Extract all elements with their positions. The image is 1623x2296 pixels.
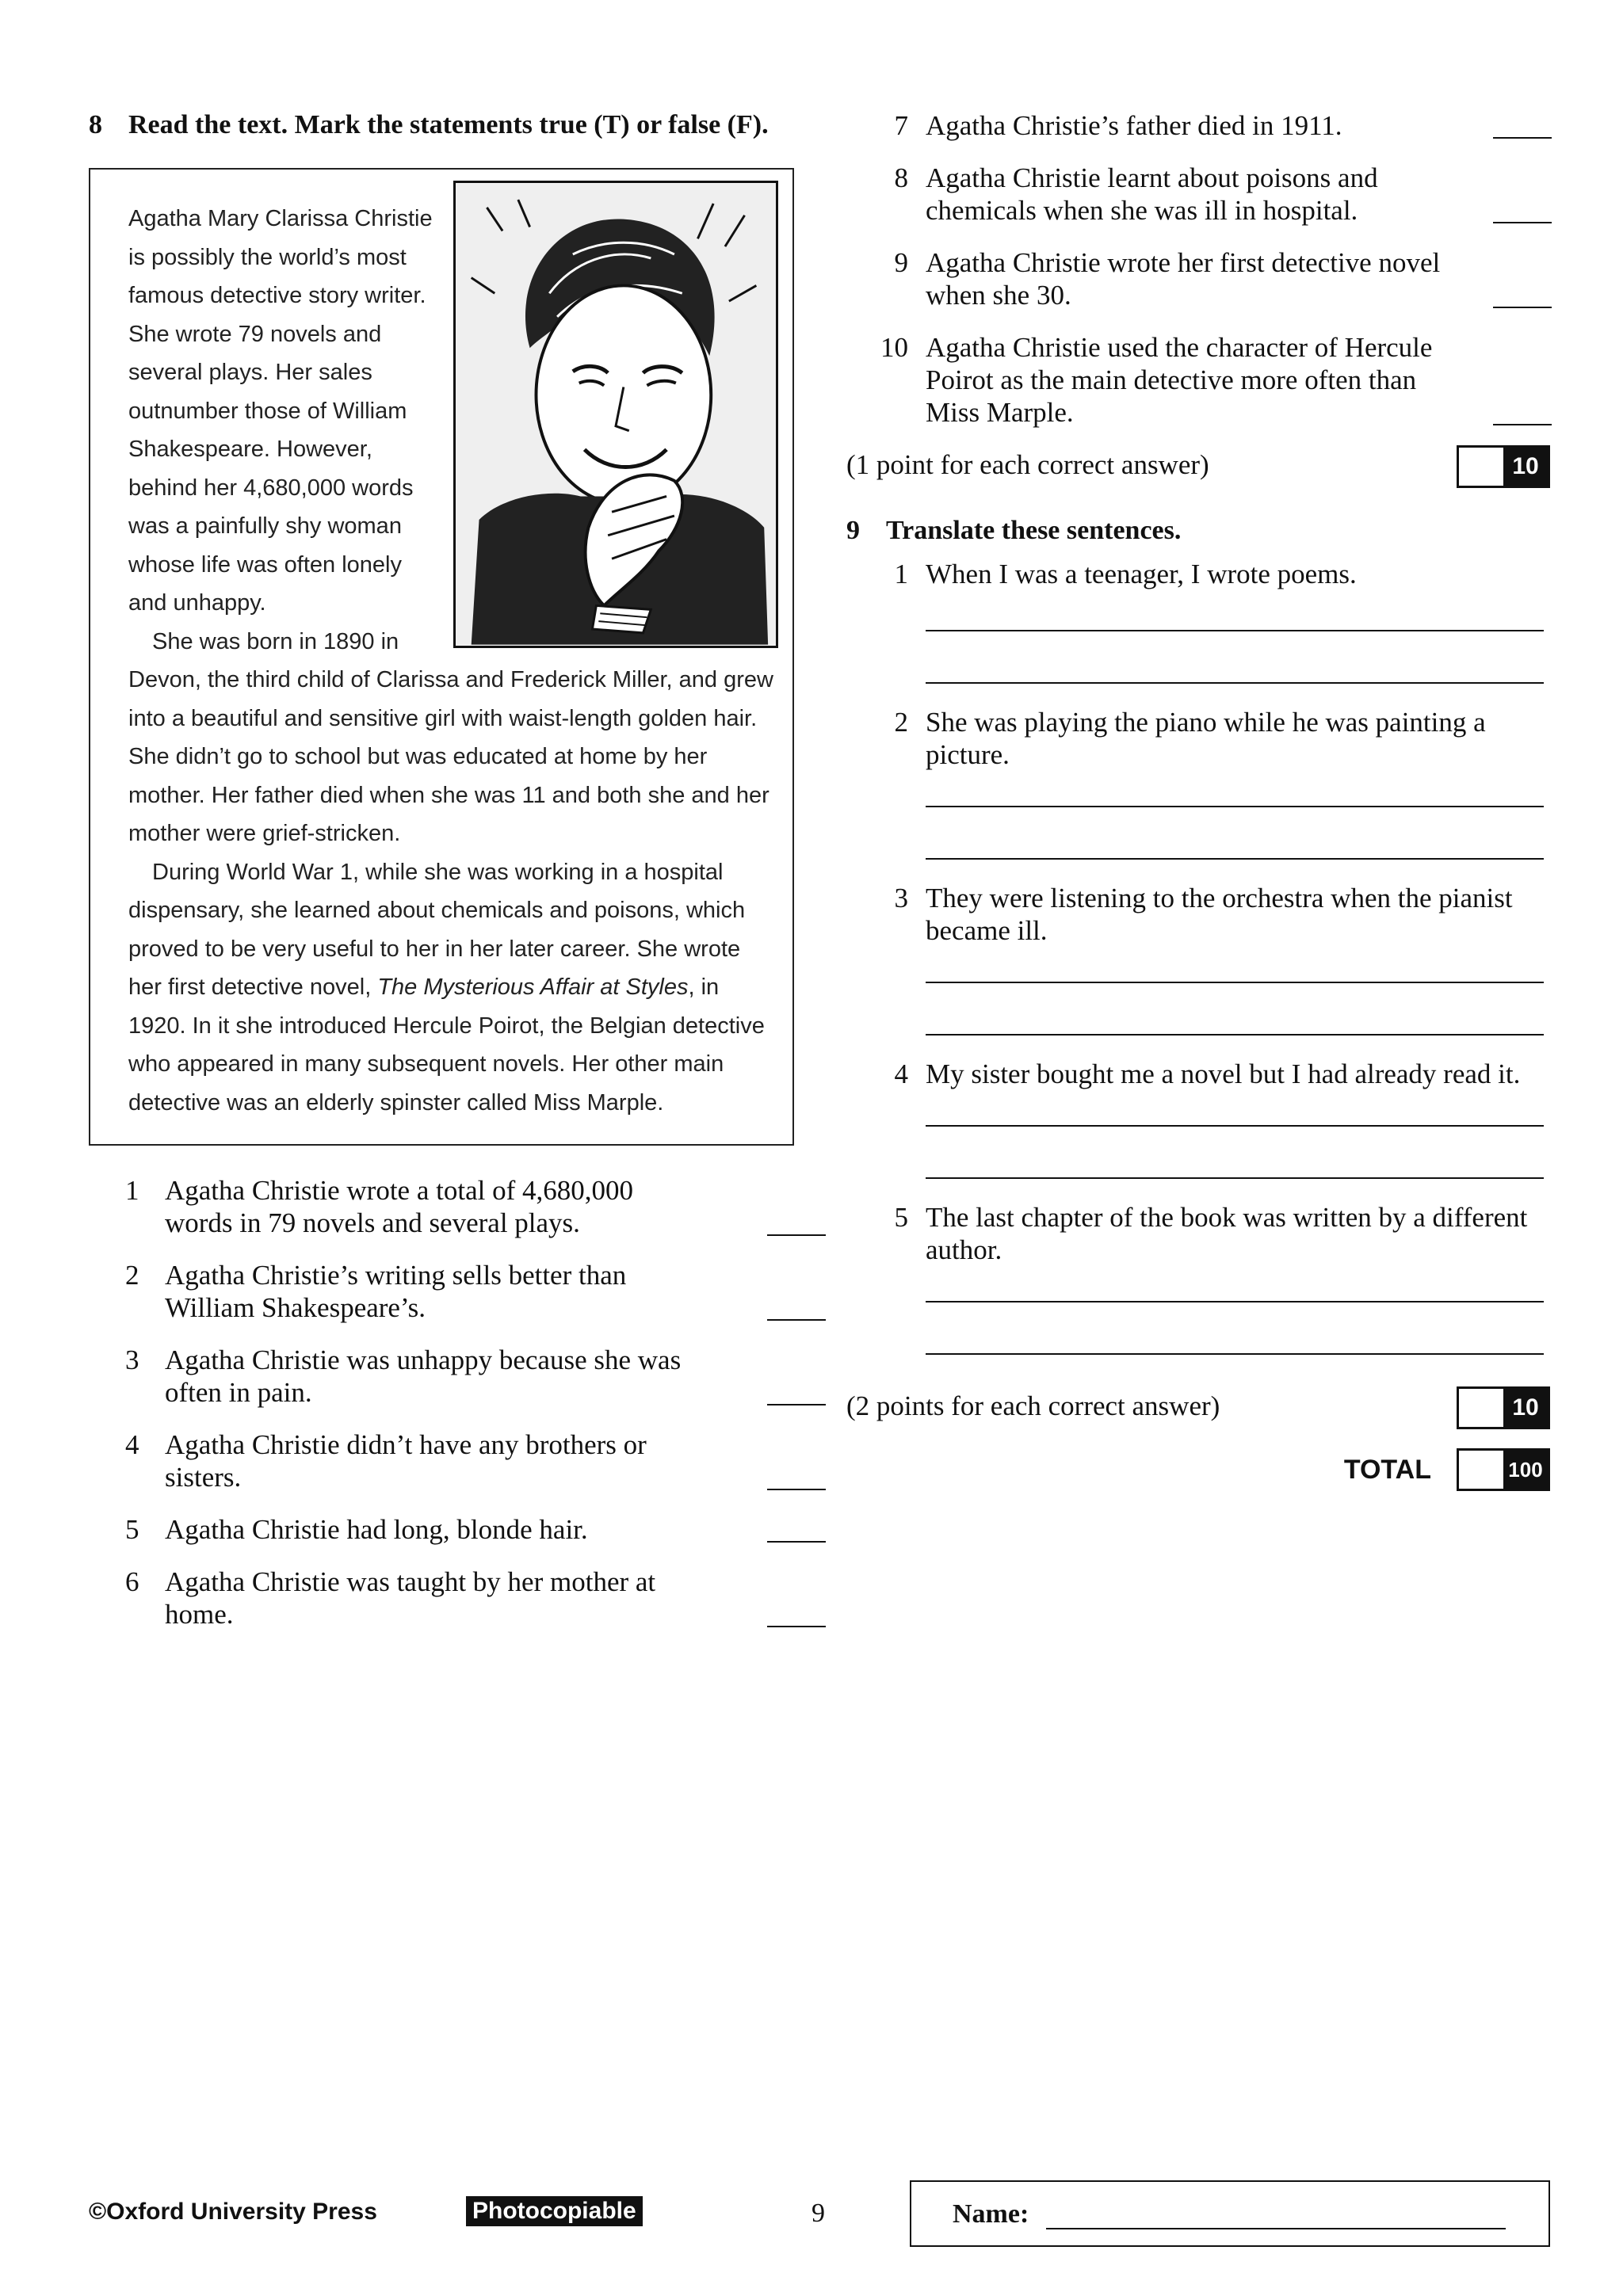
agatha-christie-portrait (453, 181, 778, 648)
total-max: 100 (1503, 1451, 1548, 1489)
statement-number: 7 (894, 110, 908, 141)
writing-line[interactable] (926, 806, 1544, 807)
writing-line[interactable] (926, 1301, 1544, 1302)
answer-blank[interactable] (1493, 307, 1552, 308)
translation-list (846, 558, 1550, 1355)
passage-paragraph-2: She was born in 1890 in Devon, the third child of Clarissa and Frederick Miller, and grew into a beautiful and sensitive girl with waist-length golden hair. She didn’t go to school but was educated at home by her mother. Her father died when she was 11 and both she and her mother were grief-stricken. (128, 628, 773, 846)
answer-blank[interactable] (767, 1234, 826, 1236)
sentence-text: When I was a teenager, I wrote poems. (926, 559, 1357, 589)
translation-item (846, 1058, 1550, 1179)
statement-text: Agatha Christie wrote her first detective novel when she 30. (926, 247, 1441, 311)
writing-line[interactable] (926, 1125, 1544, 1127)
sentence-number: 3 (894, 883, 908, 913)
statement-text: Agatha Christie’s writing sells better than William Shakespeare’s. (165, 1260, 627, 1323)
statement-item (125, 1174, 794, 1239)
copyright: ©Oxford University Press (89, 2199, 377, 2225)
total-entry-cell[interactable] (1459, 1451, 1503, 1489)
passage-paragraph-1: Agatha Mary Clarissa Christie is possibly the world’s most famous detective story writer. She wrote 79 novels and several plays. Her sales outnumber those of William Shakespeare. However, behind her 4,680,000 words was a painfully shy woman whose life was often lonely and unhappy. (128, 206, 433, 616)
statement-number: 10 (880, 332, 908, 363)
score-max: 10 (1503, 448, 1548, 486)
passage-paragraph-3-end: , in 1920. In it she introduced Hercule Poirot, the Belgian detective who appeared in many subsequent novels. Her other main detective was an elderly spinster called Miss Marple. (128, 974, 765, 1116)
statement-item (846, 162, 1550, 227)
exercise-8-score (846, 448, 1550, 491)
sentence-number: 5 (894, 1202, 908, 1233)
statement-text: Agatha Christie didn’t have any brothers or sisters. (165, 1429, 647, 1493)
statement-text: Agatha Christie learnt about poisons and chemicals when she was ill in hospital. (926, 162, 1378, 226)
answer-blank[interactable] (1493, 222, 1552, 223)
score-entry-cell[interactable] (1459, 1389, 1503, 1427)
answer-blank[interactable] (767, 1626, 826, 1627)
sentence-text: The last chapter of the book was written by a different author. (926, 1202, 1528, 1265)
statement-number: 3 (125, 1344, 139, 1375)
statement-number: 9 (894, 247, 908, 278)
score-max: 10 (1503, 1389, 1548, 1427)
portrait-illustration (456, 183, 776, 646)
exercise-instruction: Read the text. Mark the statements true (T) or false (F). (128, 110, 769, 139)
translation-item (846, 882, 1550, 1035)
name-label: Name: (953, 2199, 1029, 2229)
answer-blank[interactable] (767, 1489, 826, 1490)
writing-line[interactable] (926, 1353, 1544, 1355)
statement-item (846, 331, 1550, 429)
statement-item (125, 1428, 794, 1493)
sentence-number: 4 (894, 1058, 908, 1089)
book-title: The Mysterious Affair at Styles (377, 974, 689, 1000)
writing-line[interactable] (926, 1034, 1544, 1035)
statement-text: Agatha Christie’s father died in 1911. (926, 110, 1342, 141)
statement-item (846, 109, 1550, 142)
score-text: (2 points for each correct answer) (846, 1390, 1220, 1421)
statement-list-left (89, 1174, 794, 1630)
sentence-number: 1 (894, 559, 908, 589)
total-label: TOTAL (1343, 1455, 1431, 1485)
writing-line[interactable] (926, 630, 1544, 631)
page-number: 9 (812, 2199, 825, 2228)
photocopiable-badge: Photocopiable (466, 2196, 643, 2226)
passage-paragraph-3 (128, 853, 775, 1123)
sentence-text: They were listening to the orchestra when the pianist became ill. (926, 883, 1513, 946)
statement-list-right (846, 109, 1550, 429)
statement-item (846, 246, 1550, 311)
statement-text: Agatha Christie had long, blonde hair. (165, 1514, 588, 1545)
exercise-9-heading (846, 515, 1550, 547)
score-text: (1 point for each correct answer) (846, 449, 1209, 480)
passage-paragraph-3-start: During World War 1, while she was working in a hospital dispensary, she learned about chemicals and poisons, which proved to be very useful to her in her later career. She wrote her first detective novel, (128, 859, 746, 1000)
statement-number: 5 (125, 1514, 139, 1545)
exercise-number: 8 (89, 110, 102, 139)
total-box (1457, 1448, 1550, 1491)
translation-item (846, 706, 1550, 860)
statement-text: Agatha Christie was taught by her mother at home. (165, 1566, 656, 1630)
exercise-9-score (846, 1390, 1550, 1432)
writing-line[interactable] (926, 982, 1544, 983)
sentence-text: My sister bought me a novel but I had already read it. (926, 1058, 1521, 1089)
exercise-number: 9 (846, 516, 860, 545)
statement-number: 2 (125, 1260, 139, 1291)
statement-text: Agatha Christie wrote a total of 4,680,000 words in 79 novels and several plays. (165, 1175, 633, 1238)
statement-item (125, 1344, 794, 1409)
writing-line[interactable] (926, 682, 1544, 684)
answer-blank[interactable] (767, 1404, 826, 1405)
name-field[interactable] (1046, 2228, 1506, 2229)
statement-number: 8 (894, 162, 908, 193)
left-column (89, 109, 794, 1650)
statement-item (125, 1513, 794, 1546)
answer-blank[interactable] (1493, 137, 1552, 139)
statement-text: Agatha Christie used the character of Hercule Poirot as the main detective more often than Miss Marple. (926, 332, 1433, 428)
score-entry-cell[interactable] (1459, 448, 1503, 486)
answer-blank[interactable] (767, 1319, 826, 1321)
score-box (1457, 445, 1550, 488)
total-score (846, 1448, 1550, 1496)
exercise-8-heading (89, 109, 794, 141)
writing-line[interactable] (926, 858, 1544, 860)
statement-item (125, 1259, 794, 1324)
reading-passage (89, 168, 794, 1146)
answer-blank[interactable] (1493, 424, 1552, 425)
statement-text: Agatha Christie was unhappy because she was often in pain. (165, 1344, 682, 1408)
sentence-text: She was playing the piano while he was painting a picture. (926, 707, 1486, 770)
sentence-number: 2 (894, 707, 908, 738)
translation-item (846, 558, 1550, 684)
writing-line[interactable] (926, 1177, 1544, 1179)
right-column (846, 109, 1550, 1496)
exercise-instruction: Translate these sentences. (886, 516, 1182, 545)
statement-item (125, 1566, 794, 1630)
statement-number: 6 (125, 1566, 139, 1597)
statement-number: 1 (125, 1175, 139, 1206)
statement-number: 4 (125, 1429, 139, 1460)
answer-blank[interactable] (767, 1541, 826, 1543)
score-box (1457, 1386, 1550, 1429)
translation-item (846, 1201, 1550, 1355)
name-box (910, 2180, 1550, 2247)
